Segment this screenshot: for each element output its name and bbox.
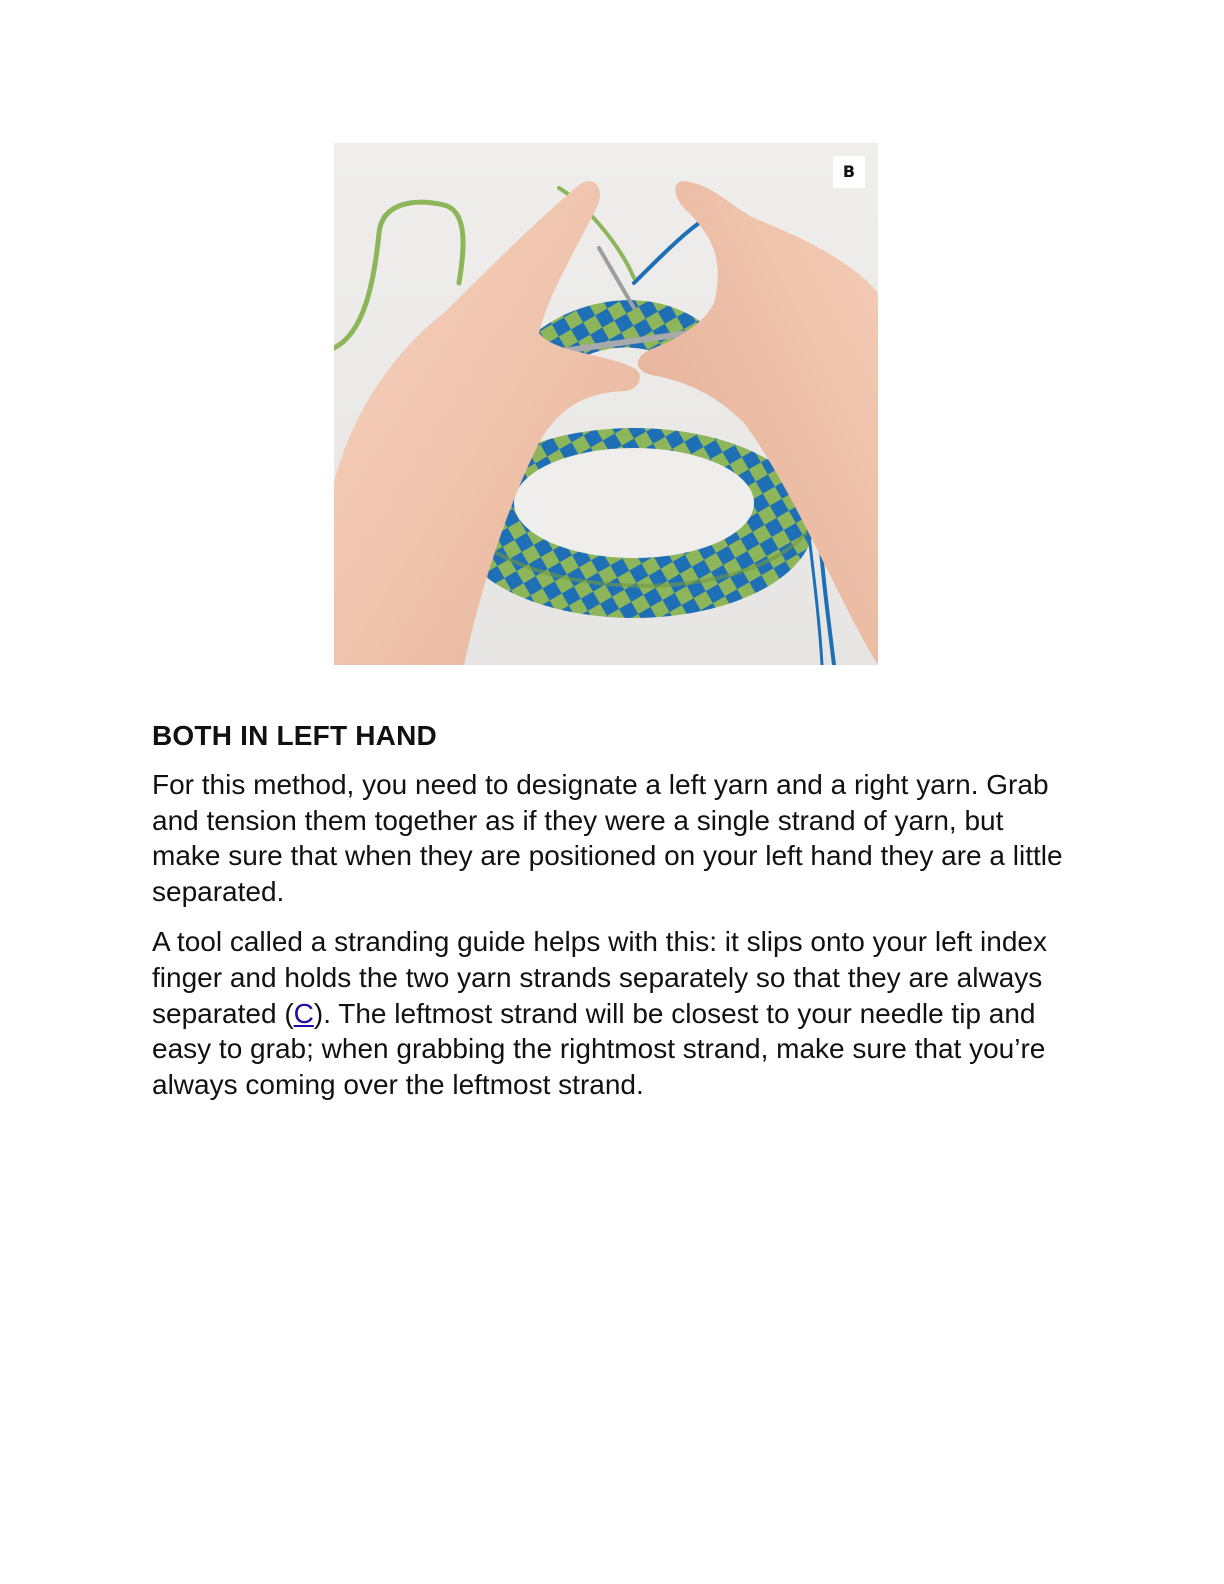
paragraph-2-text-after: ). The leftmost strand will be closest to your needle tip and easy to grab; when grabbing the rightmost strand, make sure that you’re always coming over the leftmost strand. — [152, 997, 1046, 1100]
tube-opening — [514, 448, 754, 558]
paragraph-2 — [152, 924, 1072, 1102]
section-heading: BOTH IN LEFT HAND — [152, 720, 437, 751]
paragraph-1: For this method, you need to designate a left yarn and a right yarn. Grab and tension them together as if they were a single strand of yarn, but make sure that when they are positioned on your left hand they are a little separated. — [152, 769, 1063, 907]
paragraph-2-text-before: A tool called a stranding guide helps with this: it slips onto your left index finger and holds the two yarn strands separately so that they are always separated ( — [152, 926, 1047, 1029]
knitting-photo — [334, 143, 878, 665]
article-section — [152, 718, 1072, 1117]
knitting-illustration — [334, 143, 878, 665]
figure-label: B — [833, 156, 865, 188]
figure-c-link[interactable]: C — [293, 997, 314, 1029]
